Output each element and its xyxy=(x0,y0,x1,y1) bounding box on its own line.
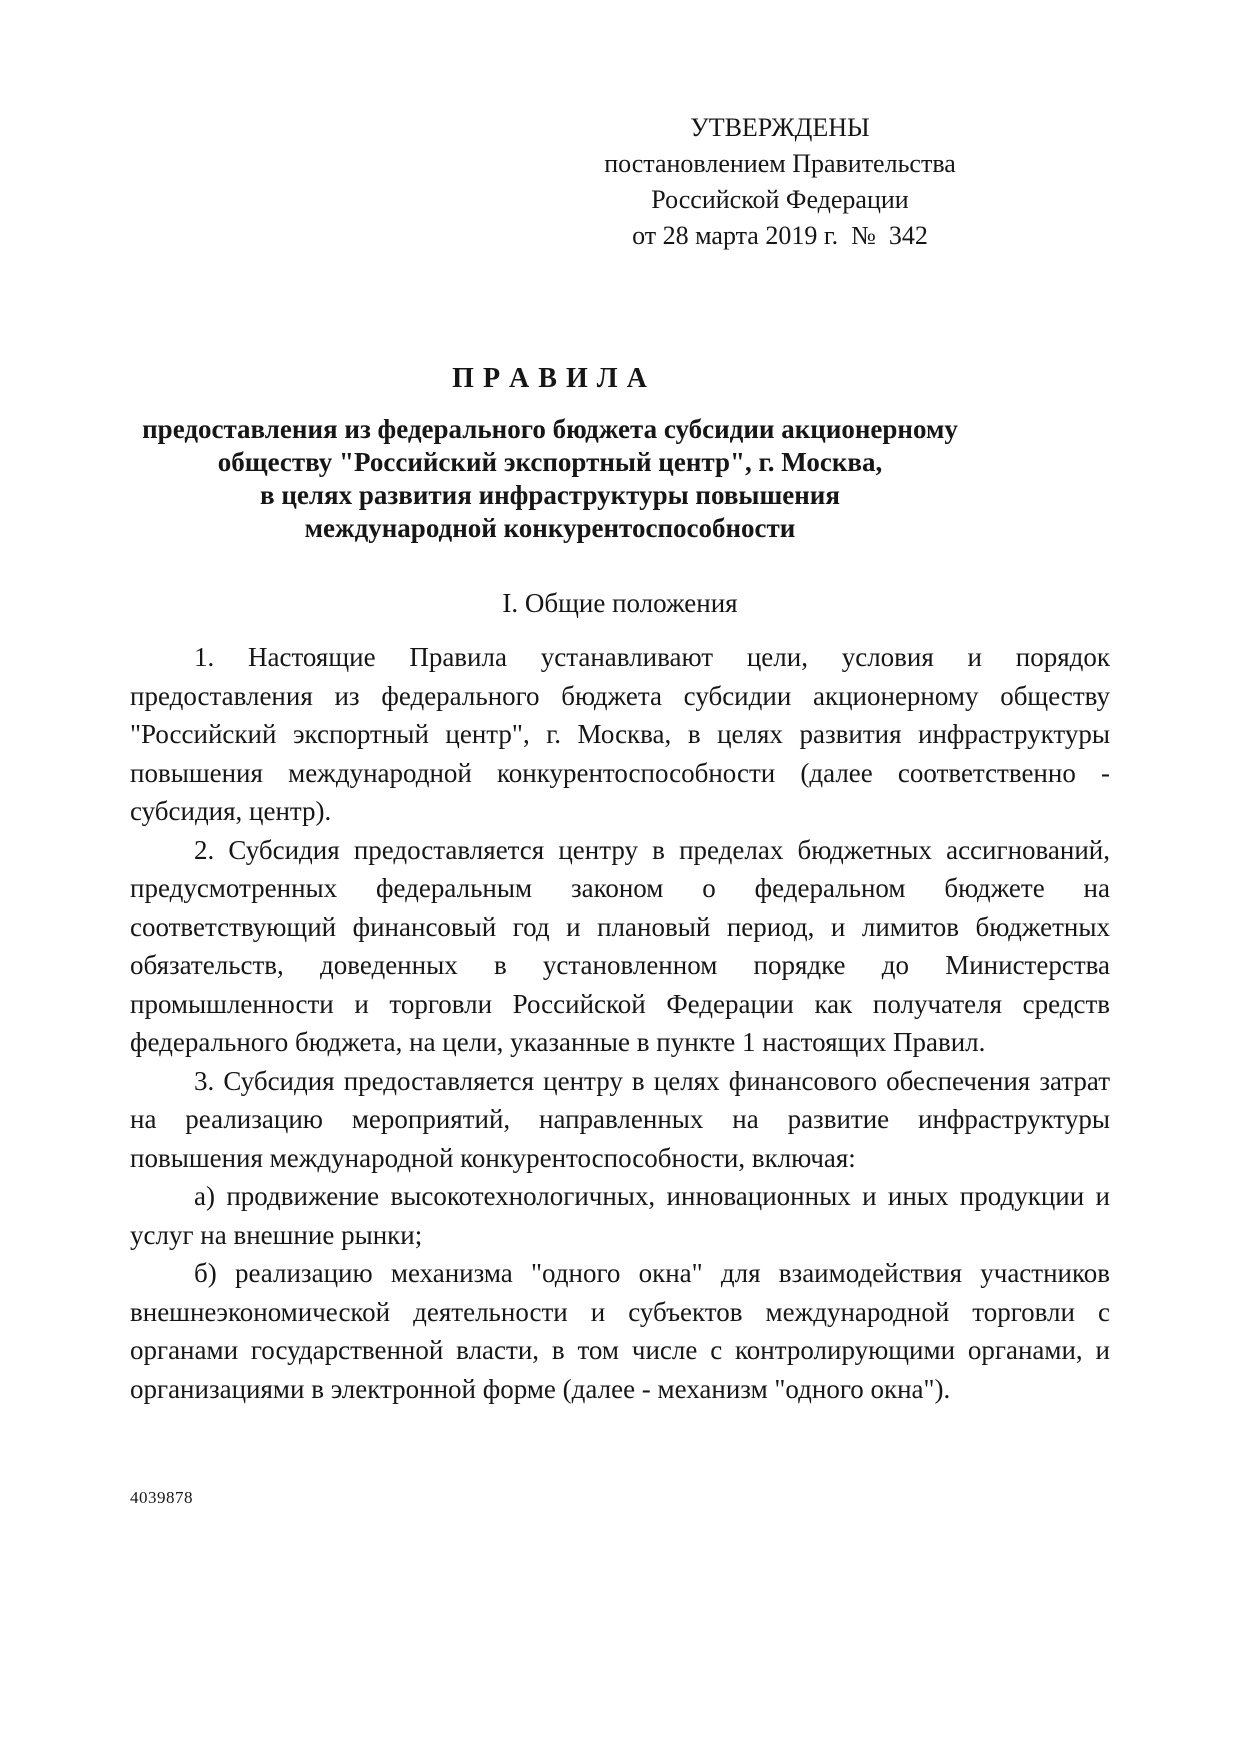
approval-line: Российской Федерации xyxy=(651,185,909,214)
approval-line: УТВЕРЖДЕНЫ xyxy=(690,113,870,142)
paragraph: б) реализацию механизма "одного окна" для взаимодействия участников внешнеэкономической деятельности и субъектов международной торговли с органами государственной власти, в том числе с контролирующими органами, и организациями в электронной форме (далее - механизм "одного окна"). xyxy=(130,1258,1110,1404)
document-subtitle-line: в целях развития инфраструктуры повышения xyxy=(260,480,840,510)
paragraph: а) продвижение высокотехнологичных, инновационных и иных продукции и услуг на внешние рынки; xyxy=(130,1181,1110,1250)
section-heading: I. Общие положения xyxy=(502,588,738,618)
approval-line: от 28 марта 2019 г. № 342 xyxy=(632,221,928,250)
paragraph: 1. Настоящие Правила устанавливают цели, условия и порядок предоставления из федерального бюджета субсидии акционерному обществу "Российский экспортный центр", г. Москва, в целях развития инфраструктуры повышения международной конкурентоспособности (далее соответственно - субсидия, центр). xyxy=(130,642,1110,826)
paragraph: 2. Субсидия предоставляется центру в пределах бюджетных ассигнований, предусмотренных федеральным законом о федеральном бюджете на соответствующий финансовый год и плановый период, и лимитов бюджетных обязательств, доведенных в установленном порядке до Министерства промышленности и торговли Российской Федерации как получателя средств федерального бюджета, на цели, указанные в пункте 1 настоящих Правил. xyxy=(130,834,1110,1057)
approval-stamp xyxy=(560,110,1000,254)
document-subtitle-line: предоставления из федерального бюджета субсидии акционерному xyxy=(142,414,958,444)
document-subtitle-line: международной конкурентоспособности xyxy=(304,513,796,543)
document-subtitle-line: обществу "Российский экспортный центр", г. Москва, xyxy=(217,447,883,477)
approval-line: постановлением Правительства xyxy=(604,149,956,178)
footer-doc-number: 4039878 xyxy=(130,1488,193,1507)
document-title-block xyxy=(130,362,970,545)
document-title: П Р А В И Л А xyxy=(452,363,648,394)
paragraph: 3. Субсидия предоставляется центру в целях финансового обеспечения затрат на реализацию мероприятий, направленных на развитие инфраструктуры повышения международной конкурентоспособности, включая: xyxy=(130,1065,1110,1173)
document-body xyxy=(130,638,1110,1408)
